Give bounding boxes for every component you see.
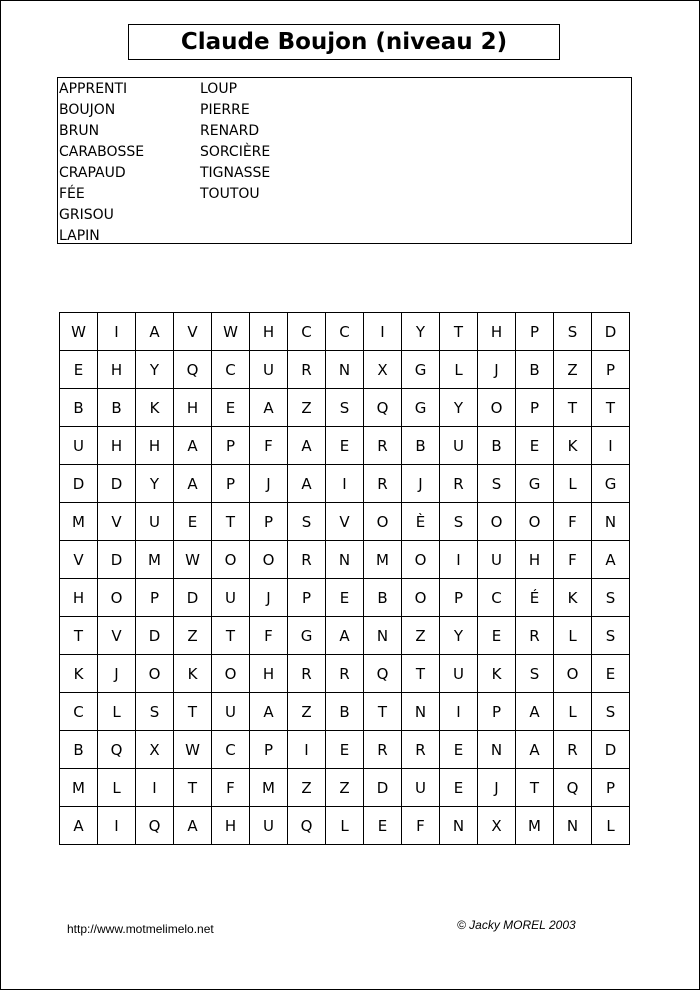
grid-cell[interactable]: C [326,313,364,351]
grid-cell[interactable]: G [402,351,440,389]
grid-cell[interactable]: Z [288,693,326,731]
grid-row [60,351,630,389]
grid-cell[interactable]: R [402,731,440,769]
grid-cell[interactable]: C [60,693,98,731]
grid-row [60,503,630,541]
grid-cell[interactable]: V [174,313,212,351]
grid-cell[interactable]: F [250,427,288,465]
grid-cell[interactable]: H [212,807,250,845]
grid-cell[interactable]: M [60,769,98,807]
grid-cell[interactable]: I [288,731,326,769]
grid-cell[interactable]: E [326,427,364,465]
grid-cell[interactable]: O [516,503,554,541]
grid-cell[interactable]: O [98,579,136,617]
grid-cell[interactable]: H [250,655,288,693]
grid-cell[interactable]: P [592,351,630,389]
grid-row [60,541,630,579]
grid-cell[interactable]: M [364,541,402,579]
grid-cell[interactable]: G [516,465,554,503]
grid-row [60,769,630,807]
grid-cell[interactable]: P [212,427,250,465]
grid-row [60,617,630,655]
grid-cell[interactable]: S [516,655,554,693]
word-item: CRAPAUD [59,165,126,181]
grid-cell[interactable]: O [402,541,440,579]
grid-cell[interactable]: A [174,465,212,503]
grid-cell[interactable]: Y [136,351,174,389]
word-item: CARABOSSE [59,144,145,160]
grid-cell[interactable]: D [98,541,136,579]
grid-cell[interactable]: É [516,579,554,617]
grid-cell[interactable]: V [98,503,136,541]
grid-cell[interactable]: E [212,389,250,427]
grid-cell[interactable]: P [478,693,516,731]
grid-cell[interactable]: S [592,579,630,617]
grid-cell[interactable]: Q [98,731,136,769]
grid-cell[interactable]: W [212,313,250,351]
grid-cell[interactable]: E [478,617,516,655]
grid-cell[interactable]: F [212,769,250,807]
grid-cell[interactable]: O [364,503,402,541]
grid-cell[interactable]: P [516,313,554,351]
grid-cell[interactable]: E [174,503,212,541]
grid-cell[interactable]: R [288,351,326,389]
grid-cell[interactable]: I [440,693,478,731]
grid-cell[interactable]: L [592,807,630,845]
grid-cell[interactable]: U [212,693,250,731]
grid-cell[interactable]: U [136,503,174,541]
grid-cell[interactable]: O [136,655,174,693]
grid-cell[interactable]: U [402,769,440,807]
grid-cell[interactable]: E [440,769,478,807]
grid-cell[interactable]: P [250,731,288,769]
grid-cell[interactable]: B [98,389,136,427]
grid-cell[interactable]: Z [326,769,364,807]
grid-cell[interactable]: F [554,541,592,579]
word-list [57,77,632,244]
grid-cell[interactable]: C [212,351,250,389]
grid-cell[interactable]: B [60,389,98,427]
grid-cell[interactable]: R [288,655,326,693]
grid-cell[interactable]: R [554,731,592,769]
grid-cell[interactable]: N [364,617,402,655]
grid-cell[interactable]: N [554,807,592,845]
grid-cell[interactable]: V [98,617,136,655]
grid-cell[interactable]: Q [364,655,402,693]
grid-cell[interactable]: T [554,389,592,427]
grid-cell[interactable]: Z [288,389,326,427]
grid-cell[interactable]: Y [136,465,174,503]
grid-cell[interactable]: D [60,465,98,503]
grid-cell[interactable]: T [212,617,250,655]
word-item: TIGNASSE [200,165,271,181]
grid-cell[interactable]: A [288,427,326,465]
grid-cell[interactable]: A [516,731,554,769]
grid-cell[interactable]: B [516,351,554,389]
grid-cell[interactable]: O [478,503,516,541]
grid-cell[interactable]: F [250,617,288,655]
grid-cell[interactable]: T [60,617,98,655]
grid-cell[interactable]: Z [554,351,592,389]
word-list-column-1 [59,79,144,247]
grid-cell[interactable]: W [174,541,212,579]
grid-cell[interactable]: I [592,427,630,465]
word-item: FÉE [59,186,85,202]
grid-cell[interactable]: A [288,465,326,503]
grid-cell[interactable]: B [60,731,98,769]
grid-cell[interactable]: N [592,503,630,541]
word-list-column-2 [200,79,270,205]
grid-cell[interactable]: S [288,503,326,541]
grid-cell[interactable]: B [326,693,364,731]
grid-cell[interactable]: S [136,693,174,731]
grid-cell[interactable]: I [98,807,136,845]
grid-cell[interactable]: G [592,465,630,503]
grid-row [60,465,630,503]
grid-cell[interactable]: D [592,731,630,769]
grid-cell[interactable]: X [364,351,402,389]
grid-cell[interactable]: I [440,541,478,579]
grid-cell[interactable]: H [98,351,136,389]
grid-cell[interactable]: R [364,731,402,769]
grid-cell[interactable]: M [60,503,98,541]
grid-cell[interactable]: B [364,579,402,617]
word-item: PIERRE [200,102,250,118]
grid-cell[interactable]: U [60,427,98,465]
grid-cell[interactable]: K [136,389,174,427]
grid-cell[interactable]: M [516,807,554,845]
grid-cell[interactable]: C [478,579,516,617]
letter-grid [59,312,630,845]
grid-cell[interactable]: W [174,731,212,769]
grid-cell[interactable]: J [478,351,516,389]
grid-cell[interactable]: B [478,427,516,465]
word-item: LAPIN [59,228,100,244]
grid-cell[interactable]: K [554,579,592,617]
grid-cell[interactable]: O [554,655,592,693]
grid-cell[interactable]: A [250,389,288,427]
grid-row [60,693,630,731]
grid-cell[interactable]: J [250,465,288,503]
grid-cell[interactable]: S [554,313,592,351]
grid-cell[interactable]: H [136,427,174,465]
grid-row [60,655,630,693]
grid-cell[interactable]: N [326,351,364,389]
grid-cell[interactable]: E [326,731,364,769]
grid-cell[interactable]: A [174,807,212,845]
grid-cell[interactable]: F [554,503,592,541]
grid-cell[interactable]: L [98,693,136,731]
word-item: LOUP [200,81,238,97]
word-item: TOUTOU [200,186,260,202]
grid-cell[interactable]: G [402,389,440,427]
grid-cell[interactable]: D [364,769,402,807]
grid-cell[interactable]: H [174,389,212,427]
grid-cell[interactable]: R [326,655,364,693]
grid-cell[interactable]: Q [364,389,402,427]
grid-cell[interactable]: K [554,427,592,465]
grid-cell[interactable]: Z [402,617,440,655]
word-item: BOUJON [59,102,116,118]
page-title: Claude Boujon (niveau 2) [128,24,560,60]
grid-cell[interactable]: N [402,693,440,731]
grid-cell[interactable]: U [250,351,288,389]
grid-cell[interactable]: P [516,389,554,427]
grid-cell[interactable]: E [516,427,554,465]
grid-cell[interactable]: N [326,541,364,579]
grid-cell[interactable]: S [592,617,630,655]
grid-cell[interactable]: A [250,693,288,731]
grid-cell[interactable]: Q [554,769,592,807]
grid-cell[interactable]: L [326,807,364,845]
grid-cell[interactable]: S [440,503,478,541]
grid-cell[interactable]: Y [440,389,478,427]
grid-cell[interactable]: R [288,541,326,579]
footer-copyright: © Jacky MOREL 2003 [457,918,576,932]
grid-cell[interactable]: È [402,503,440,541]
grid-cell[interactable]: L [554,693,592,731]
grid-cell[interactable]: O [402,579,440,617]
grid-cell[interactable]: Y [402,313,440,351]
grid-cell[interactable]: D [136,617,174,655]
grid-cell[interactable]: O [250,541,288,579]
grid-cell[interactable]: L [440,351,478,389]
grid-cell[interactable]: D [592,313,630,351]
grid-cell[interactable]: D [174,579,212,617]
grid-row [60,427,630,465]
grid-cell[interactable]: S [478,465,516,503]
word-item: APPRENTI [59,81,128,97]
grid-cell[interactable]: F [402,807,440,845]
grid-cell[interactable]: Z [288,769,326,807]
grid-row [60,807,630,845]
grid-cell[interactable]: U [440,427,478,465]
grid-cell[interactable]: K [60,655,98,693]
grid-cell[interactable]: E [60,351,98,389]
grid-cell[interactable]: C [212,731,250,769]
grid-cell[interactable]: K [478,655,516,693]
grid-cell[interactable]: N [440,807,478,845]
word-item: SORCIÈRE [200,144,271,160]
grid-cell[interactable]: O [478,389,516,427]
grid-cell[interactable]: N [478,731,516,769]
grid-cell[interactable]: J [402,465,440,503]
grid-cell[interactable]: R [516,617,554,655]
grid-cell[interactable]: U [212,579,250,617]
grid-cell[interactable]: J [478,769,516,807]
grid-cell[interactable]: S [326,389,364,427]
grid-cell[interactable]: C [288,313,326,351]
grid-cell[interactable]: D [98,465,136,503]
grid-cell[interactable]: E [592,655,630,693]
grid-cell[interactable]: K [174,655,212,693]
grid-cell[interactable]: A [326,617,364,655]
grid-cell[interactable]: Q [136,807,174,845]
grid-cell[interactable]: X [478,807,516,845]
grid-cell[interactable]: M [250,769,288,807]
grid-cell[interactable]: T [212,503,250,541]
grid-row [60,389,630,427]
grid-cell[interactable]: U [250,807,288,845]
grid-cell[interactable]: Q [288,807,326,845]
grid-cell[interactable]: R [364,427,402,465]
grid-cell[interactable]: T [516,769,554,807]
grid-row [60,313,630,351]
grid-cell[interactable]: J [98,655,136,693]
grid-cell[interactable]: W [60,313,98,351]
word-item: BRUN [59,123,100,139]
grid-cell[interactable]: J [250,579,288,617]
grid-row [60,579,630,617]
grid-cell[interactable]: T [402,655,440,693]
grid-cell[interactable]: U [440,655,478,693]
grid-cell[interactable]: I [364,313,402,351]
grid-cell[interactable]: S [592,693,630,731]
grid-cell[interactable]: O [212,655,250,693]
grid-cell[interactable]: T [440,313,478,351]
grid-cell[interactable]: P [250,503,288,541]
grid-cell[interactable]: H [478,313,516,351]
grid-cell[interactable]: V [326,503,364,541]
grid-cell[interactable]: L [554,617,592,655]
grid-cell[interactable]: I [136,769,174,807]
grid-cell[interactable]: X [136,731,174,769]
grid-cell[interactable]: B [402,427,440,465]
grid-cell[interactable]: T [174,693,212,731]
grid-cell[interactable]: R [440,465,478,503]
grid-cell[interactable]: O [212,541,250,579]
grid-cell[interactable]: Y [440,617,478,655]
grid-cell[interactable]: M [136,541,174,579]
grid-cell[interactable]: E [440,731,478,769]
grid-cell[interactable]: P [592,769,630,807]
grid-cell[interactable]: A [516,693,554,731]
grid-cell[interactable]: E [364,807,402,845]
grid-cell[interactable]: L [554,465,592,503]
grid-cell[interactable]: U [478,541,516,579]
grid-cell[interactable]: G [288,617,326,655]
grid-cell[interactable]: P [212,465,250,503]
grid-cell[interactable]: H [98,427,136,465]
grid-cell[interactable]: P [136,579,174,617]
grid-cell[interactable]: R [364,465,402,503]
grid-cell[interactable]: T [174,769,212,807]
grid-cell[interactable]: P [440,579,478,617]
grid-cell[interactable]: T [364,693,402,731]
word-item: GRISOU [59,207,114,223]
grid-cell[interactable]: H [60,579,98,617]
word-item: RENARD [200,123,260,139]
grid-cell[interactable]: A [592,541,630,579]
grid-cell[interactable]: E [326,579,364,617]
grid-row [60,731,630,769]
grid-cell[interactable]: A [136,313,174,351]
grid-cell[interactable]: T [592,389,630,427]
grid-cell[interactable]: P [288,579,326,617]
grid-cell[interactable]: H [516,541,554,579]
footer-url[interactable]: http://www.motmelimelo.net [67,922,214,936]
grid-cell[interactable]: Z [174,617,212,655]
grid-cell[interactable]: A [174,427,212,465]
grid-cell[interactable]: H [250,313,288,351]
grid-cell[interactable]: I [326,465,364,503]
grid-cell[interactable]: L [98,769,136,807]
grid-cell[interactable]: Q [174,351,212,389]
grid-cell[interactable]: V [60,541,98,579]
grid-cell[interactable]: I [98,313,136,351]
grid-cell[interactable]: A [60,807,98,845]
